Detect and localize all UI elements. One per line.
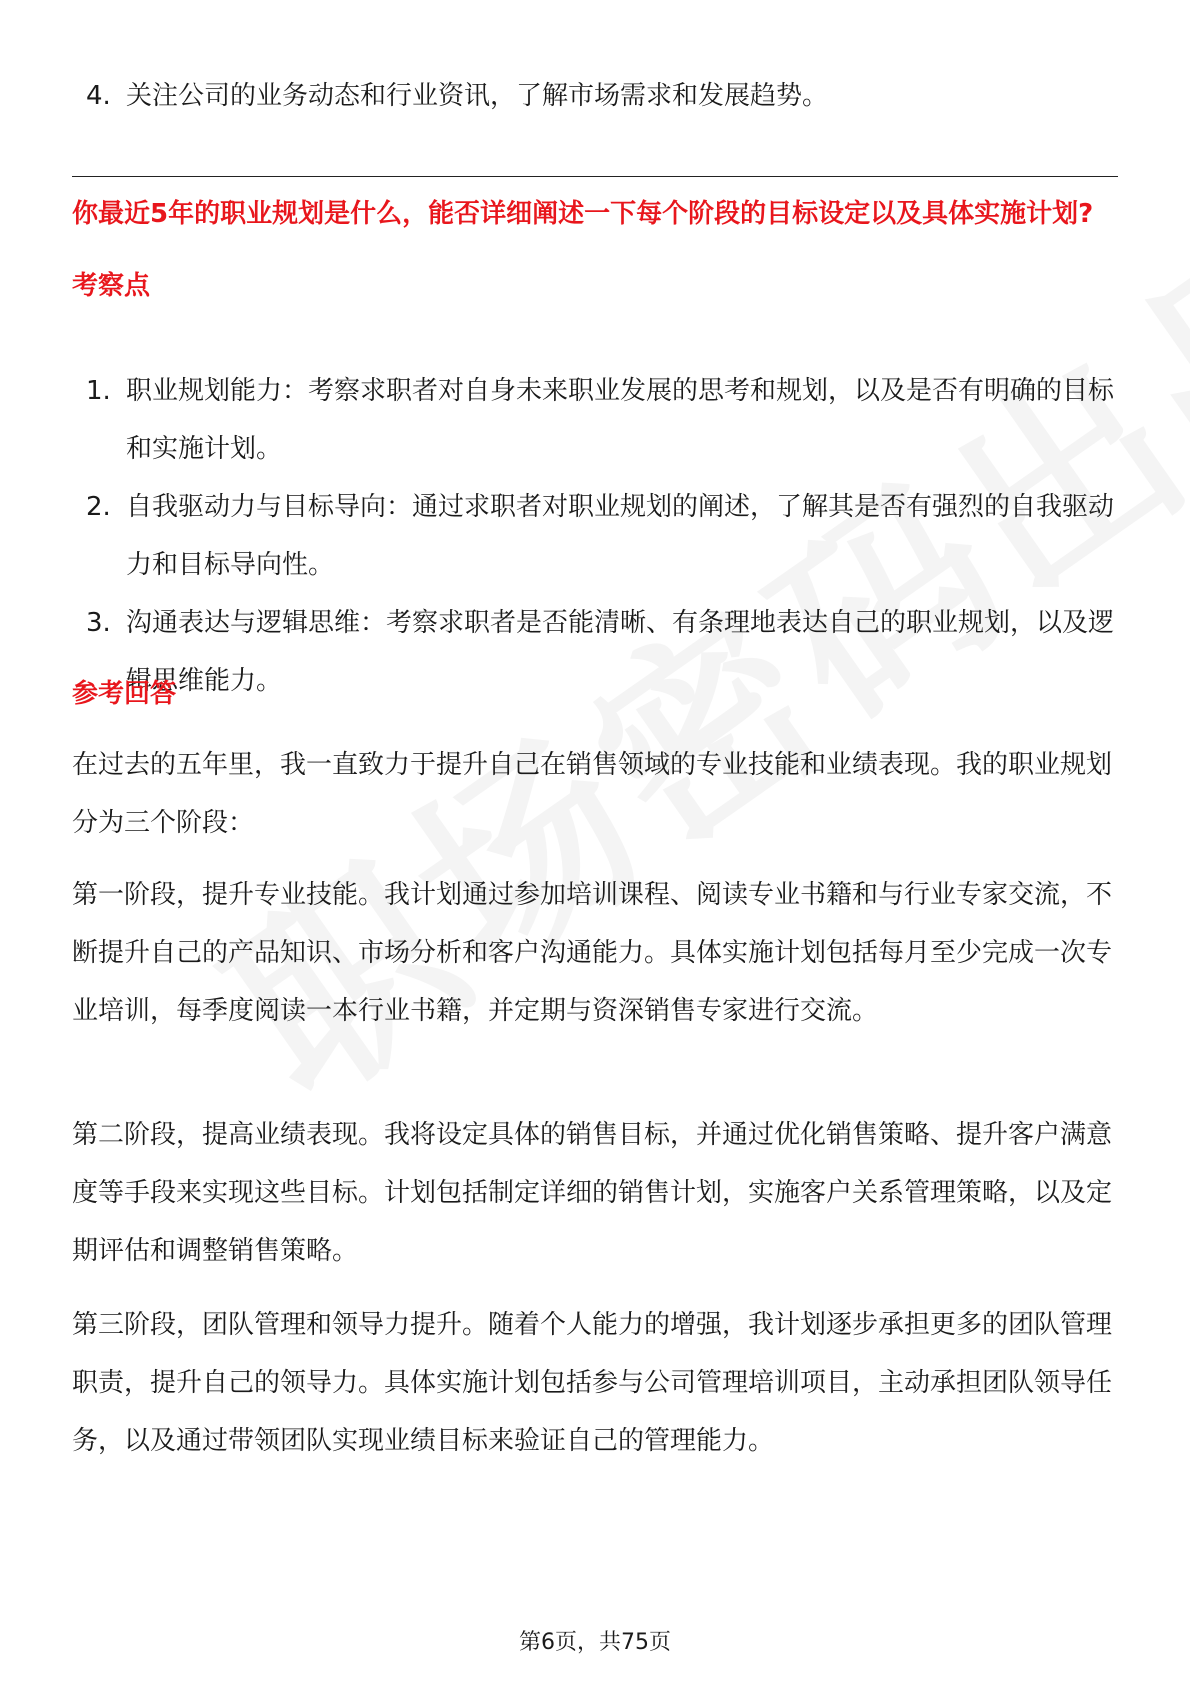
question-heading: 你最近5年的职业规划是什么，能否详细阐述一下每个阶段的目标设定以及具体实施计划? (72, 199, 1094, 229)
list-item-text: 职业规划能力：考察求职者对自身未来职业发展的思考和规划，以及是否有明确的目标和实施计划。 (126, 376, 1115, 464)
answer-paragraph: 在过去的五年里，我一直致力于提升自己在销售领域的专业技能和业绩表现。我的职业规划分为三个阶段： (72, 750, 1113, 838)
assessment-heading: 考察点 (72, 271, 151, 301)
section-divider (72, 176, 1118, 177)
list-number: 1. (86, 376, 111, 406)
assessment-item (86, 478, 1118, 594)
previous-list-item (86, 74, 1116, 118)
answer-paragraph: 第三阶段，团队管理和领导力提升。随着个人能力的增强，我计划逐步承担更多的团队管理职责，提升自己的领导力。具体实施计划包括参与公司管理培训项目，主动承担团队领导任务，以及通过带领团队实现业绩目标来验证自己的管理能力。 (72, 1310, 1113, 1456)
assessment-item (86, 362, 1118, 478)
assessment-item (86, 594, 1118, 710)
list-number: 4. (86, 81, 111, 111)
list-number: 3. (86, 608, 111, 638)
answer-paragraph: 第一阶段，提升专业技能。我计划通过参加培训课程、阅读专业书籍和与行业专家交流，不断提升自己的产品知识、市场分析和客户沟通能力。具体实施计划包括每月至少完成一次专业培训，每季度阅读一本行业书籍，并定期与资深销售专家进行交流。 (72, 880, 1113, 1026)
list-item-text: 关注公司的业务动态和行业资讯，了解市场需求和发展趋势。 (126, 81, 829, 111)
list-item-text: 沟通表达与逻辑思维：考察求职者是否能清晰、有条理地表达自己的职业规划，以及逻辑思维能力。 (126, 608, 1115, 696)
answer-heading: 参考回答 (72, 679, 177, 709)
assessment-list (86, 362, 1118, 710)
list-item-text: 自我驱动力与目标导向：通过求职者对职业规划的阐述，了解其是否有强烈的自我驱动力和目标导向性。 (126, 492, 1115, 580)
answer-paragraph: 第二阶段，提高业绩表现。我将设定具体的销售目标，并通过优化销售策略、提升客户满意度等手段来实现这些目标。计划包括制定详细的销售计划，实施客户关系管理策略，以及定期评估和调整销售策略。 (72, 1120, 1113, 1266)
page-footer: 第6页，共75页 (519, 1630, 671, 1655)
list-number: 2. (86, 492, 111, 522)
